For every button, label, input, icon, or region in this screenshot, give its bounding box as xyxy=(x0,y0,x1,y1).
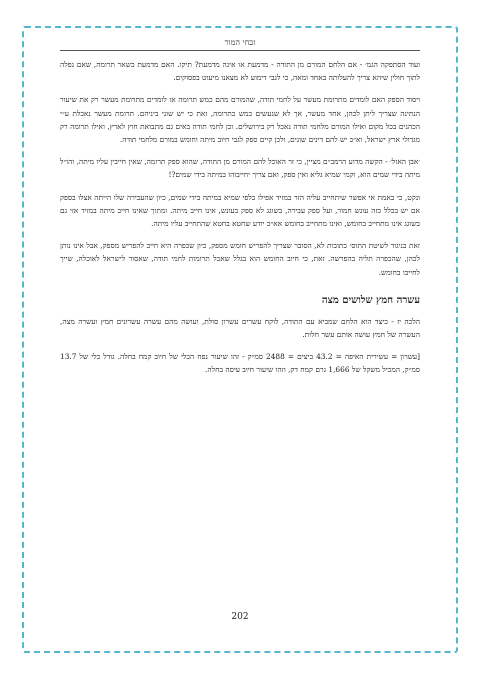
paragraph: ויסוד הספק האם לומדים מתרומת מעשר על לחמי תודה, שהמורם מהם כמש תרומה או לומדים מתרומת מעשר רק את שיעור הנתינה שצריך ליתן לכהן, אחד מעשר, אך לא שנעשים כמש כתרומה, זאת כי יש שוני ביניהם. תרומת מעשר נאכלת ע״י הכהנים בכל מקום ואילו המורם מלחמי תודה נאכל רק בירושלים. וכן לחמי תודה באים גם מתבואת חוץ לארץ, ואילו תרומה רק מגדולי ארץ ישראל, וא״כ יש להם דינים שונים, ולכן קיים ספק לגבי חיוב מיתה וחומש במורם מלחמי תודה. xyxy=(60,95,420,145)
section-heading: עשרה חמץ שלושים מצה xyxy=(321,294,420,306)
paragraph: ׳אבן האזל׳ - הקשה מדוע הרמב״ם מציין, כי זר האוכל להם המורם מן התודה, שהוא ספק תרומה, שאין חייבין עליו מיתה, והו״ל מיתה בידי שמים הוא, וקמי שמיא גליא ואין ספק, ואם צריך יחייבוהו במיתה בידי שמים?! xyxy=(60,157,420,180)
page-content xyxy=(60,58,420,386)
paragraph: ונקט, כי באמת אי אפשר שיתחייב עליה הזר במזיד אפילו כלפי שמיא במיתה בידי שמים, כיון שהעבירה שלו הייתה אצלו בספק אם יש בכלל כזה עונש חמור, ועל ספק עבירה, בשוגג לא ספק בעונש, אינו חייב מיתה. ומתוך שאינו חייב מיתה במזיד אזי גם בשוגג אינו מתחייב בחומש, ואינו מתחייב בחומש אא״כ יודע שחטא בחטא שהתחייב עליו מיתה. xyxy=(60,192,420,229)
header-rule xyxy=(60,50,420,51)
paragraph: הלכה יז - כיצד הוא הלחם שמביא עם התודה, לוקח עשרים עשרון סולת, ועושה מהם עשרה עשרונים חמץ ועשרה מצה, העשרה של חמץ עושה אותם עשר חלות. xyxy=(60,316,420,340)
paragraph: ועוד הסתפקה הגמ׳ - אם הלחם המורם מן התודה - מדמעת או אינה מדמעת? תיקו. האם מדמעת כשאר תרומה, שאם נפלה לתוך חולין שיהא צריך להעלותה באחד ומאה, כי לגבי דימוע לא מצאנו מיעוט בפסוקים. xyxy=(60,60,420,83)
running-header: זבחי המור xyxy=(224,38,256,47)
paragraph: [עשרון = עשירית האיפה = 43.2 ביצים = 2488 סמ״ק - זהו שיעור נפח הכלי של חיוב קמח בחלה. גודל כלי של 13.7 סמ״ק, המכיל משקל של 1,666 גרם קמח דק, וזהו שיעור חיוב עיסה בחלה. xyxy=(60,352,420,375)
paragraph: זאת בניגוד לשיטת התוס׳ כתובות לא, הסובר שצריך להפריש חומש מספק, כיון שכפרה היא חייב להפריש מספק, אבל אינו נותן לכהן, שהכפרה תליה בהפרשה. זאת, כי חיוב החומש הוא בגלל שאכל תרומות לחמי תודה, שאסור לישראל לאוכלה, שייך לחייבו בחומש. xyxy=(60,241,420,277)
page-number: 202 xyxy=(231,612,249,622)
